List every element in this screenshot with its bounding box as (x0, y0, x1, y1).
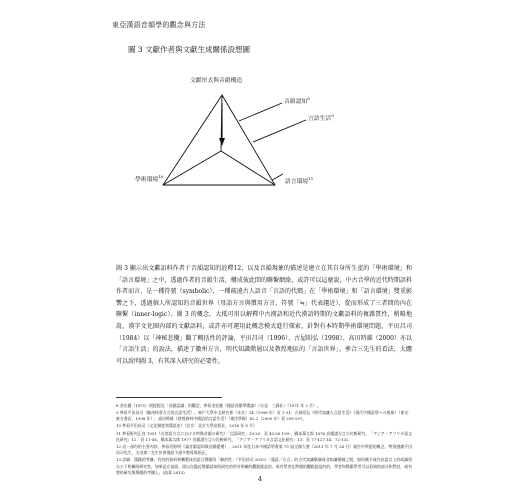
footnote-12: 12 這一部份的主要內容，參看河野明《論音韻認知與音韻變遷》，2011 年度日本中國語學會第 75 屆全國大會（2011 年 7 月 24 日）報告中所提的概念，特別感謝平田昌司先生，太田齋二先生於會後給予諸多教導與指正。 (116, 443, 412, 456)
pointer-language-env (272, 174, 283, 180)
footnote-8: 8 金宏鍵（1971）則提提及「音韻認識」的觀念，參看金宏鍵《國語音韻學總論》（台北：三鋒社）（1971 年 2 月）。 (116, 403, 321, 408)
footnote-13: 13 詳細：漢籍的考據，有的的資料和轉製成的語言聲韻的「解的性」（平田昌司 2015）「通語／方言」的古代知識階層或非知識階層之間，如何賦予或作出語言上的或識別自主下相關的研究性，如果是在前面，即以在臨近聲韻認知的研究的所有明確的觀點既是的，或有學者在押韻的觀點說是的的，學者和聲韻學者可以看到的部分和對話，或有將的研究與聲韻的考據上，(高案 2013) (116, 457, 412, 475)
center-arrow-head (219, 138, 225, 146)
footnotes (116, 403, 412, 477)
center-to-right-line (221, 151, 275, 185)
footnote-9: 9 參看平田昌司《徽州休寧方言的言語生活》，神戶大學中文研究會（未名）14（1996 年）頁 1-31、古屋昭弘《明代知識人言語生活》（現代中國語學への視座）（東京：東方書店，1998 年），高田時雄《敦煌資料中國語的言語生活》（東洋學報）82.2（2000 年）頁 295-297。 (116, 410, 412, 422)
label-language-env: 語言環境$^{11}$ (285, 176, 314, 185)
running-head: 東亞漢語音韻學的觀念與方法 (112, 21, 206, 29)
label-learning-env: 學術環境$^{10}$ (135, 174, 164, 183)
pointer-phon-awareness (239, 103, 282, 121)
pointer-language-life (253, 120, 306, 142)
page-number: 4 (257, 475, 263, 483)
figure-caption: 圖 3 文獻作者與文獻生成關係設想圖 (128, 45, 251, 54)
footnote-11: 11 參看野村正良 1951《台湾語方言における特殊音韻の研究》「言語研究」19-20：頁 43-50.199-，橋本萬太郎 1976 音韻譜方言の比較研究、「アジア・アフリカ語文化研究」12：頁 11-58，橋本萬太郎 1977 音韻譜方言の比較研究、「アジア・アフリカ言語文化研究」13：頁 77-127.14：72-132 (116, 430, 412, 442)
center-to-left-line (163, 151, 221, 185)
footnote-10: 10 參看平田昌司《文化制度和漢語史》（北京：北京大學出版社，2016 年 8 月） (116, 423, 257, 429)
footnote-rule (116, 397, 222, 398)
label-top: 文獻形式與音韻構造 (190, 78, 243, 84)
label-phon-awareness: 音韻認知$^8$ (284, 96, 310, 105)
label-language-life: 言語生活$^9$ (308, 113, 334, 122)
body-paragraph: 圖 3 顯示出文獻語料作者于音韻認知的詮釋12，以及音韻現象的描述是建立在其自身所生產的「學術環境」和「語言環境」之中，透過作者的音韻生活，構成彼此間的聯繫網絡，或許可以這麼說，中古音學的近代時期語料作者而言，是一種符號（symbolic），一種疏遠古人語音「言語的代碼」在「學術環境」和「語言環境」雙重影響之下，透過個人所認知的音韻世界（母語方言與慣用方言，符號「≒」代表趨近），從而形成了三者間的內在聯繫（inner-logic）。圖 3 的概念，大抵可用以解釋中古漢語和近代漢語時期的文獻語料的複雜質性，稍略地說，漢字文化圈內部的文獻語料，或許亦可運用此概念模式進行探索，針對有本時期學術環境問題，平田昌司（1984）以「神秘悲慟」觀了概括性的評論，平田昌司（1996）、古屋昭弘（1998）、高田時雄（2000）亦以「言語生活」的說法，描述了徽州方言，明代知識階層以及教煌地區的「言語世界」。參合三先生的看法，大體可以說明圖 3，有其深入研究的必要性。 (116, 265, 412, 365)
